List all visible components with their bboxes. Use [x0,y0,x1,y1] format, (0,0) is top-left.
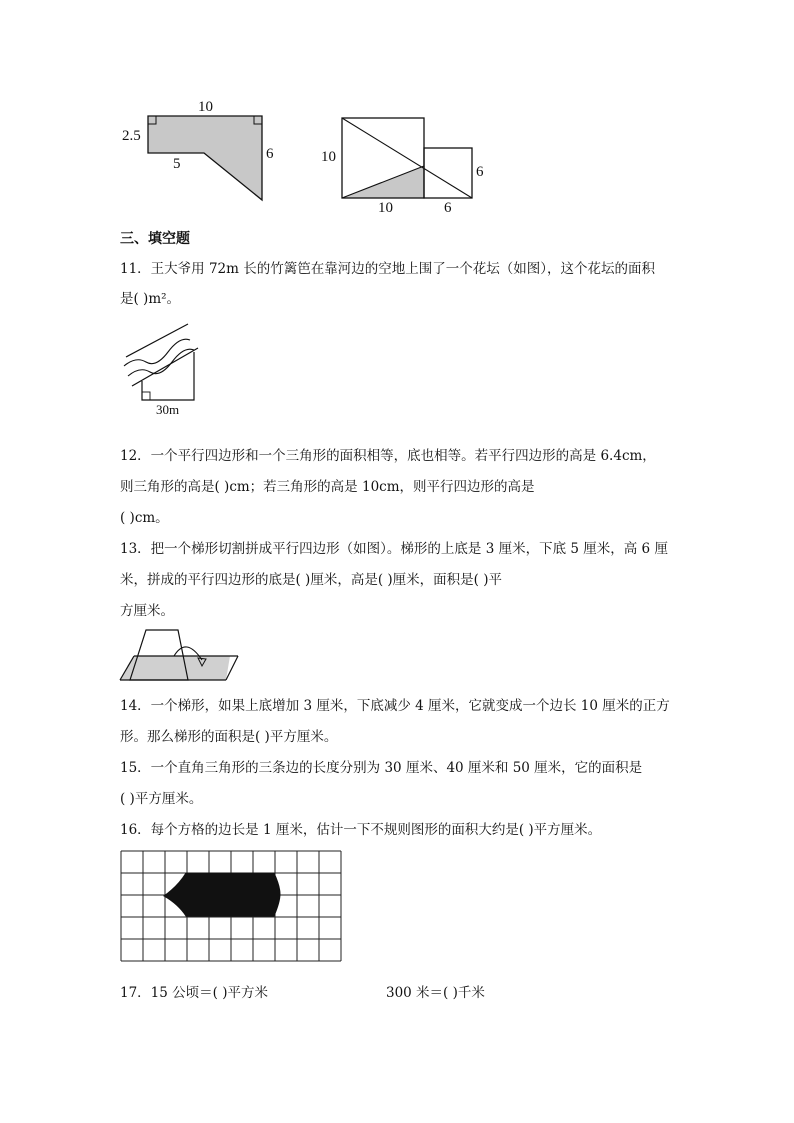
irregular-shape [164,873,280,916]
q15-line2: ( )平方厘米。 [120,791,203,807]
section-heading: 三、填空题 [120,231,190,247]
q14-line1: 14．一个梯形，如果上底增加 3 厘米，下底减少 4 厘米，它就变成一个边长 10 厘米的正方 [120,698,670,714]
q15-line1: 15．一个直角三角形的三条边的长度分别为 30 厘米、40 厘米和 50 厘米，它的面积是 [120,760,643,776]
fig-a-right-label: 6 [266,146,274,162]
fig-b-bottom-left-label: 10 [378,200,393,216]
fig-a-top-label: 10 [198,99,213,115]
q13-line2: 米，拼成的平行四边形的底是( )厘米，高是( )厘米，面积是( )平 [120,572,502,588]
composite-shape-figure [140,100,280,210]
grid-figure [120,850,344,964]
trapezoid-cut-figure [118,626,244,682]
q13-line3: 方厘米。 [120,603,174,619]
q11-line2: 是( )m²。 [120,291,181,307]
q12-line3: ( )cm。 [120,510,169,526]
q11-fig-label: 30m [156,402,180,417]
fig-b-left-label: 10 [321,149,336,165]
fig-b-right-label: 6 [476,164,484,180]
q17-part1: 17．15 公顷＝( )平方米 [120,985,268,1001]
q13-line1: 13．把一个梯形切割拼成平行四边形（如图）。梯形的上底是 3 厘米，下底 5 厘米，高 6 厘 [120,541,668,557]
q17-part2: 300 米＝( )千米 [386,985,485,1001]
q16-line1: 16．每个方格的边长是 1 厘米，估计一下不规则图形的面积大约是( )平方厘米。 [120,822,602,838]
fig-a-mid-label: 5 [173,156,181,172]
flower-bed-figure [118,322,208,404]
fig-a-left-label: 2.5 [122,128,141,144]
q14-line2: 形。那么梯形的面积是( )平方厘米。 [120,729,338,745]
fig-b-bottom-right-label: 6 [444,200,452,216]
q11-line1: 11．王大爷用 72m 长的竹篱笆在靠河边的空地上围了一个花坛（如图），这个花坛的面积 [120,261,655,277]
two-squares-figure [340,116,480,206]
q12-line1: 12．一个平行四边形和一个三角形的面积相等，底也相等。若平行四边形的高是 6.4cm， [120,448,656,464]
q12-line2: 则三角形的高是( )cm；若三角形的高是 10cm，则平行四边形的高是 [120,479,535,495]
